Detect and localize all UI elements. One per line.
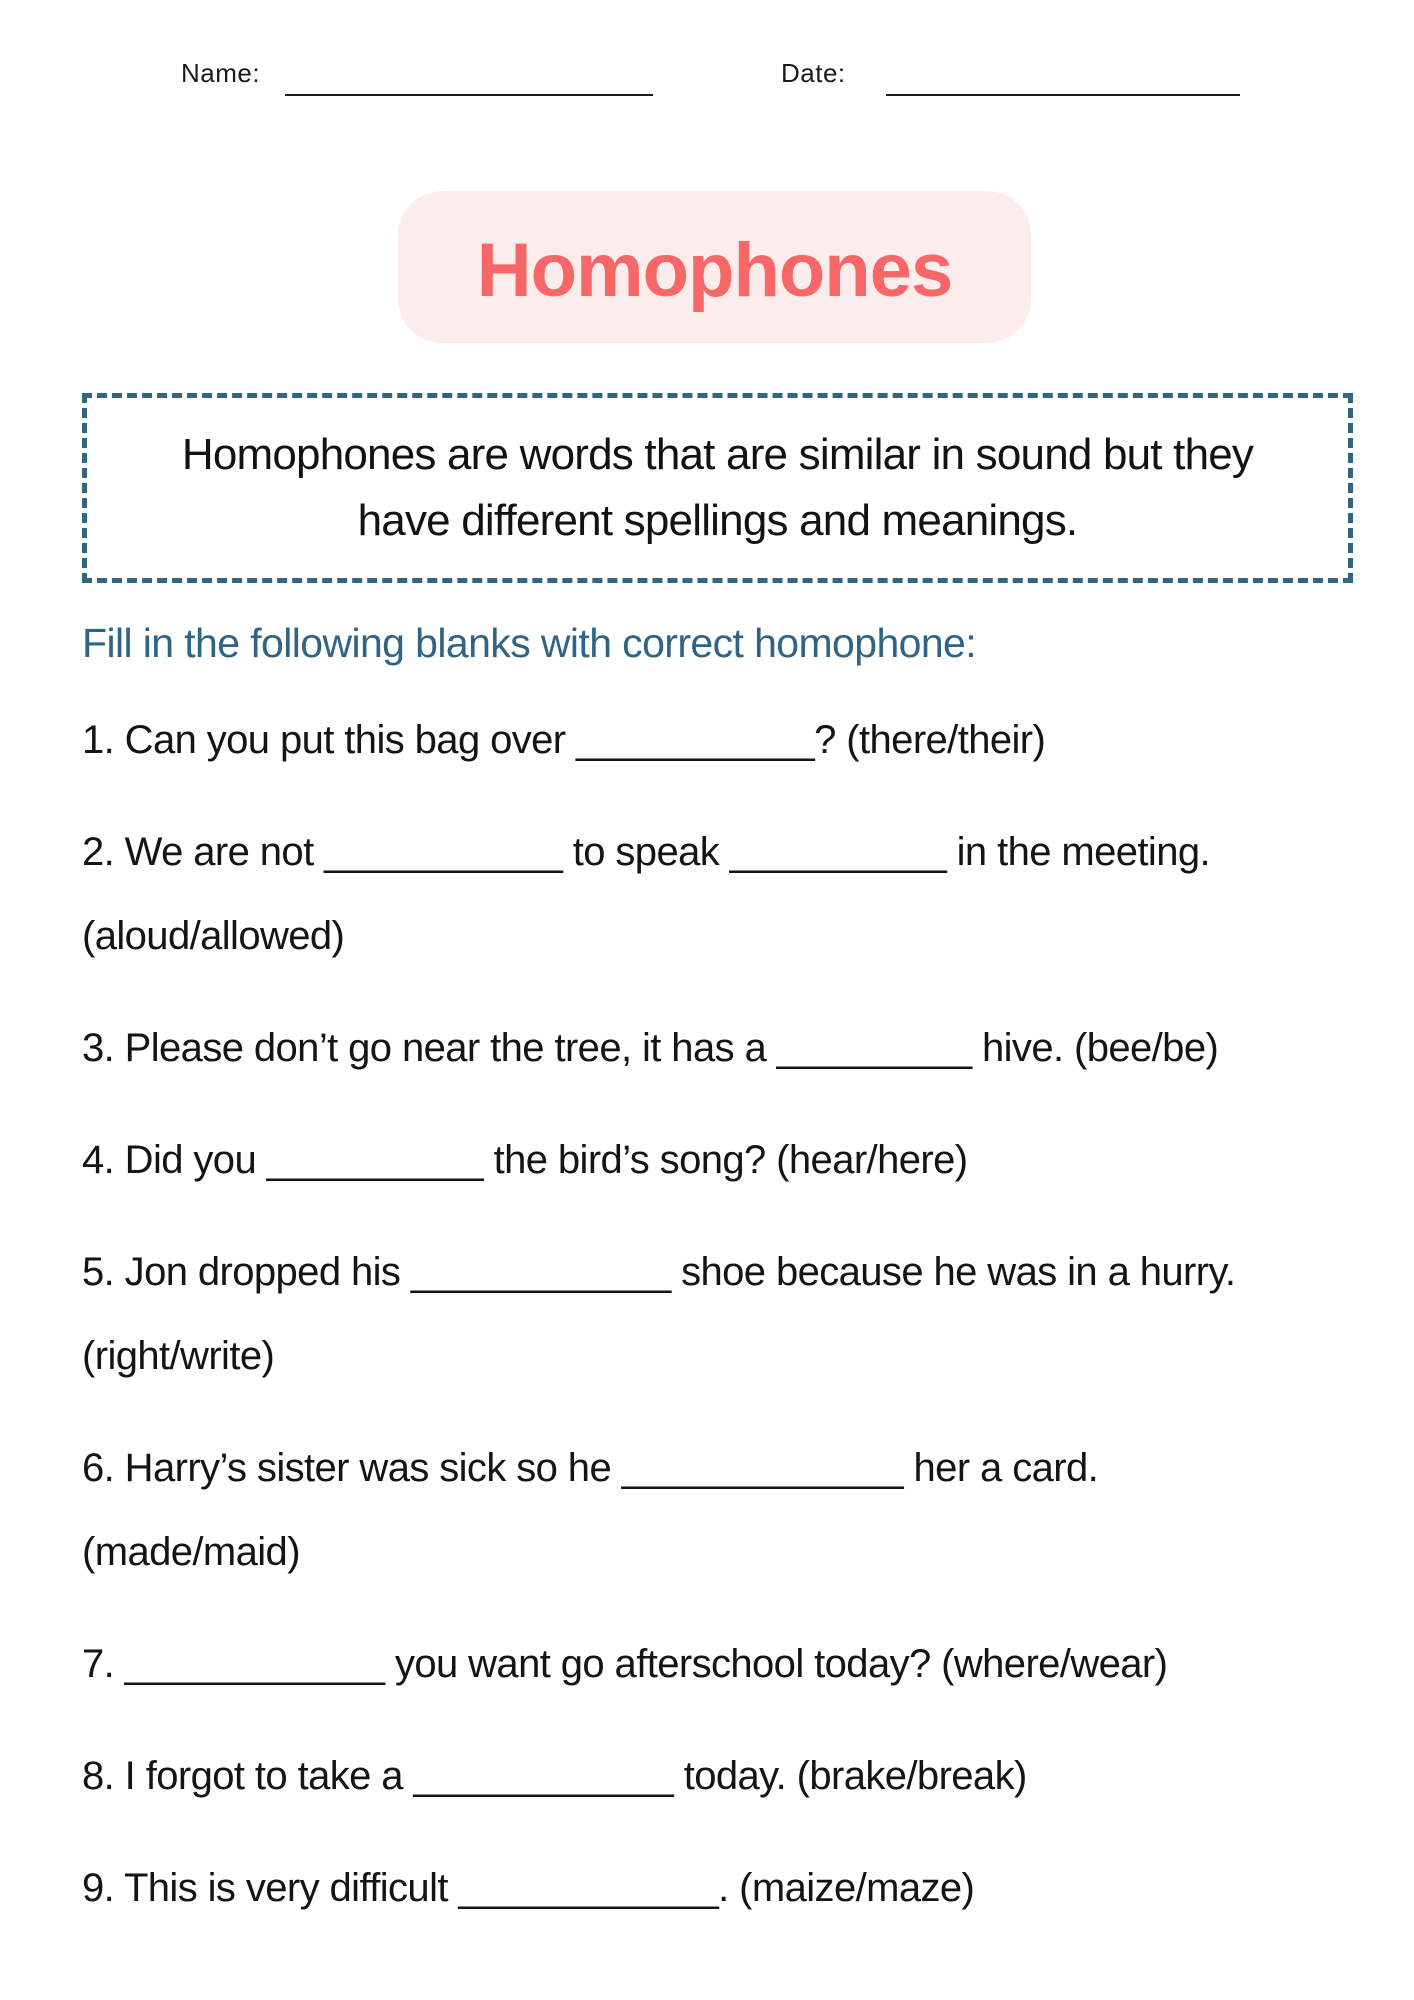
question-4	[82, 1136, 1362, 1184]
question-text: 4. Did you __________ the bird’s song? (hear/here)	[82, 1138, 968, 1182]
question-9	[82, 1864, 1362, 1912]
name-label: Name:	[181, 58, 261, 88]
question-text: 7. ____________ you want go afterschool today? (where/wear)	[82, 1642, 1168, 1686]
date-label: Date:	[781, 58, 846, 88]
page-title: Homophones	[476, 227, 953, 313]
question-6	[82, 1444, 1362, 1576]
questions-list	[82, 716, 1362, 1976]
question-continuation: (made/maid)	[82, 1530, 300, 1574]
question-2	[82, 828, 1362, 960]
name-blank-line[interactable]	[285, 94, 653, 96]
question-text: 2. We are not ___________ to speak __________ in the meeting.	[82, 830, 1211, 874]
date-blank-line[interactable]	[886, 94, 1240, 96]
instruction-text: Fill in the following blanks with correct homophone:	[82, 620, 977, 666]
title-banner	[398, 191, 1031, 343]
question-continuation: (aloud/allowed)	[82, 914, 345, 958]
question-text: 3. Please don’t go near the tree, it has a _________ hive. (bee/be)	[82, 1026, 1219, 1070]
question-7	[82, 1640, 1362, 1688]
question-text: 5. Jon dropped his ____________ shoe because he was in a hurry.	[82, 1250, 1236, 1294]
question-text: 8. I forgot to take a ____________ today. (brake/break)	[82, 1754, 1027, 1798]
question-5	[82, 1248, 1362, 1380]
definition-box	[82, 393, 1353, 583]
question-text: 9. This is very difficult ____________. (maize/maze)	[82, 1866, 975, 1910]
question-8	[82, 1752, 1362, 1800]
definition-line-2: have different spellings and meanings.	[357, 496, 1078, 545]
question-text: 1. Can you put this bag over ___________? (there/their)	[82, 718, 1046, 762]
question-3	[82, 1024, 1362, 1072]
question-continuation: (right/write)	[82, 1334, 275, 1378]
question-1	[82, 716, 1362, 764]
definition-line-1: Homophones are words that are similar in sound but they	[181, 430, 1254, 479]
question-text: 6. Harry’s sister was sick so he _____________ her a card.	[82, 1446, 1099, 1490]
